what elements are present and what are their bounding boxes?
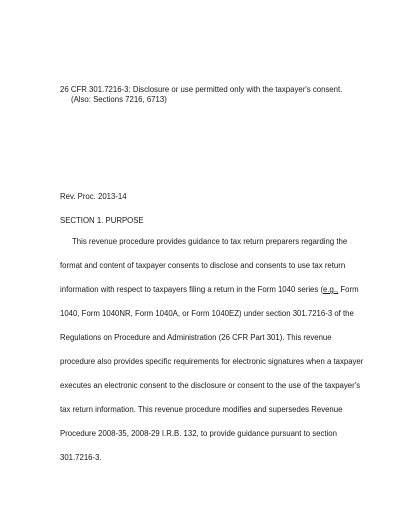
paragraph-line-9: Procedure 2008-35, 2008-29 I.R.B. 132, to provide guidance pursuant to section [60, 429, 337, 438]
document-number: Rev. Proc. 2013-14 [60, 192, 127, 201]
paragraph-line-5: Regulations on Procedure and Administration (26 CFR Part 301). This revenue [60, 333, 332, 342]
paragraph-line-10: 301.7216-3. [60, 453, 102, 462]
citation-line-1: 26 CFR 301.7216-3: Disclosure or use permitted only with the taxpayer's consent. [60, 85, 343, 94]
eg-underlined: e.g., [323, 285, 339, 294]
paragraph-line-2: format and content of taxpayer consents to disclose and consents to use tax return [60, 261, 346, 270]
citation-line-2: (Also: Sections 7216, 6713) [71, 95, 167, 104]
paragraph-line-3c: Form [338, 285, 359, 294]
section-heading: SECTION 1. PURPOSE [60, 216, 144, 225]
paragraph-line-7: executes an electronic consent to the disclosure or consent to the use of the taxpayer's [60, 381, 361, 390]
paragraph-line-3 [60, 285, 359, 295]
paragraph-line-6: procedure also provides specific requirements for electronic signatures when a taxpayer [60, 357, 364, 366]
paragraph-line-3a: information with respect to taxpayers filing a return in the Form 1040 series ( [60, 285, 324, 294]
paragraph-line-8: tax return information. This revenue procedure modifies and supersedes Revenue [60, 405, 343, 414]
paragraph-line-1: This revenue procedure provides guidance to tax return preparers regarding the [72, 237, 348, 246]
paragraph-line-4: 1040, Form 1040NR, Form 1040A, or Form 1040EZ) under section 301.7216-3 of the [60, 309, 354, 318]
